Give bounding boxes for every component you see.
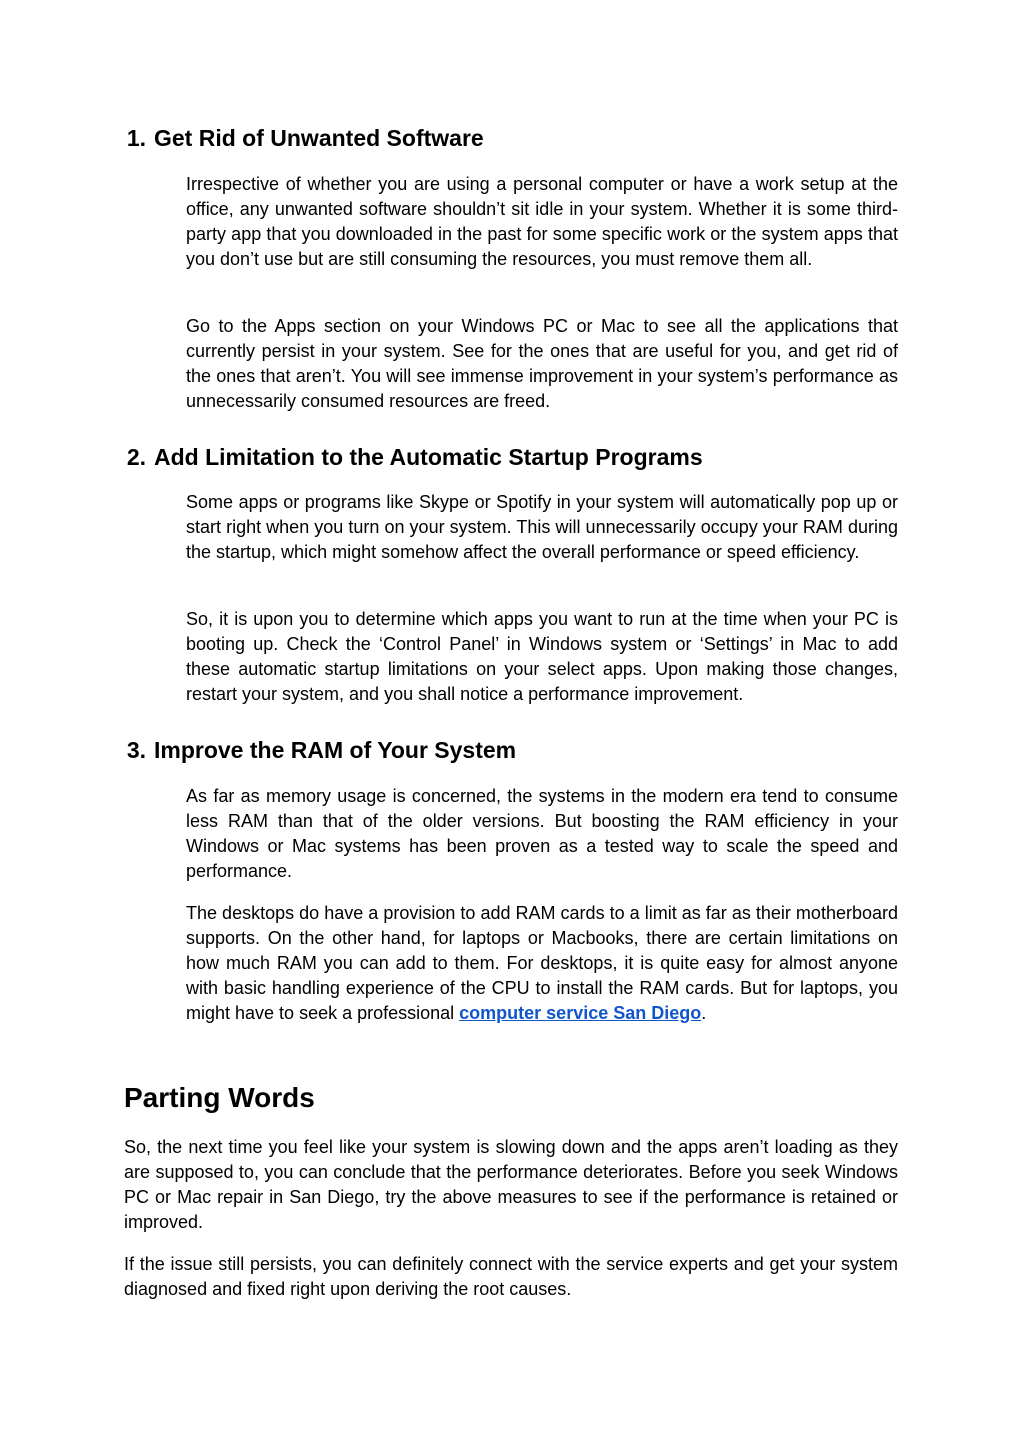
- section-1-paragraph-2: Go to the Apps section on your Windows PC or Mac to see all the applications that currently persist in your system. See for the ones that are useful for you, and get rid of the ones that aren’t. You will see immense improvement in your system’s performance as unnecessarily consumed resources are freed.: [186, 316, 898, 411]
- section-3-title: Improve the RAM of Your System: [154, 737, 517, 763]
- section-2-paragraph-1: Some apps or programs like Skype or Spotify in your system will automatically pop up or start right when you turn on your system. This will unnecessarily occupy your RAM during the startup, which might somehow affect the overall performance or speed efficiency.: [186, 492, 898, 562]
- section-1-number: 1.: [126, 125, 146, 151]
- section-1-paragraph-1: Irrespective of whether you are using a personal computer or have a work setup at the office, any unwanted software shouldn’t sit idle in your system. Whether it is some third-party app that you downloaded in the past for some specific work or the system apps that you don’t use but are still consuming the resources, you must remove them all.: [186, 174, 898, 269]
- section-2-heading: [126, 443, 703, 471]
- section-2-title: Add Limitation to the Automatic Startup Programs: [154, 444, 703, 470]
- closing-paragraph-1: So, the next time you feel like your system is slowing down and the apps aren’t loading as they are supposed to, you can conclude that the performance deteriorates. Before you seek Windows PC or Mac repair in San Diego, try the above measures to see if the performance is retained or improved.: [124, 1137, 898, 1232]
- section-2-paragraph-2: So, it is upon you to determine which apps you want to run at the time when your PC is booting up. Check the ‘Control Panel’ in Windows system or ‘Settings’ in Mac to add these automatic startup limitations on your select apps. Upon making those changes, restart your system, and you shall notice a performance improvement.: [186, 609, 898, 704]
- closing-paragraph-2: If the issue still persists, you can definitely connect with the service experts and get your system diagnosed and fixed right upon deriving the root causes.: [124, 1254, 898, 1299]
- section-3-heading: [126, 736, 517, 764]
- section-1-heading: [126, 124, 484, 152]
- parting-words-heading: Parting Words: [124, 1082, 315, 1113]
- section-1-title: Get Rid of Unwanted Software: [154, 125, 484, 151]
- section-3-paragraph-2-trailing: .: [701, 1003, 707, 1023]
- section-2-number: 2.: [126, 444, 146, 470]
- section-3-paragraph-2-text: The desktops do have a provision to add RAM cards to a limit as far as their motherboard supports. On the other hand, for laptops or Macbooks, there are certain limitations on how much RAM you can add to them. For desktops, it is quite easy for almost anyone with basic handling experience of the CPU to install the RAM cards. But for laptops, you might have to seek a professional: [186, 903, 898, 1023]
- section-3-paragraph-1: As far as memory usage is concerned, the systems in the modern era tend to consume less RAM than that of the older versions. But boosting the RAM efficiency in your Windows or Mac systems has been proven as a tested way to scale the speed and performance.: [186, 786, 898, 881]
- computer-service-link[interactable]: computer service San Diego: [459, 1003, 702, 1023]
- section-3-number: 3.: [126, 737, 146, 763]
- section-3-paragraph-2: [186, 901, 898, 1026]
